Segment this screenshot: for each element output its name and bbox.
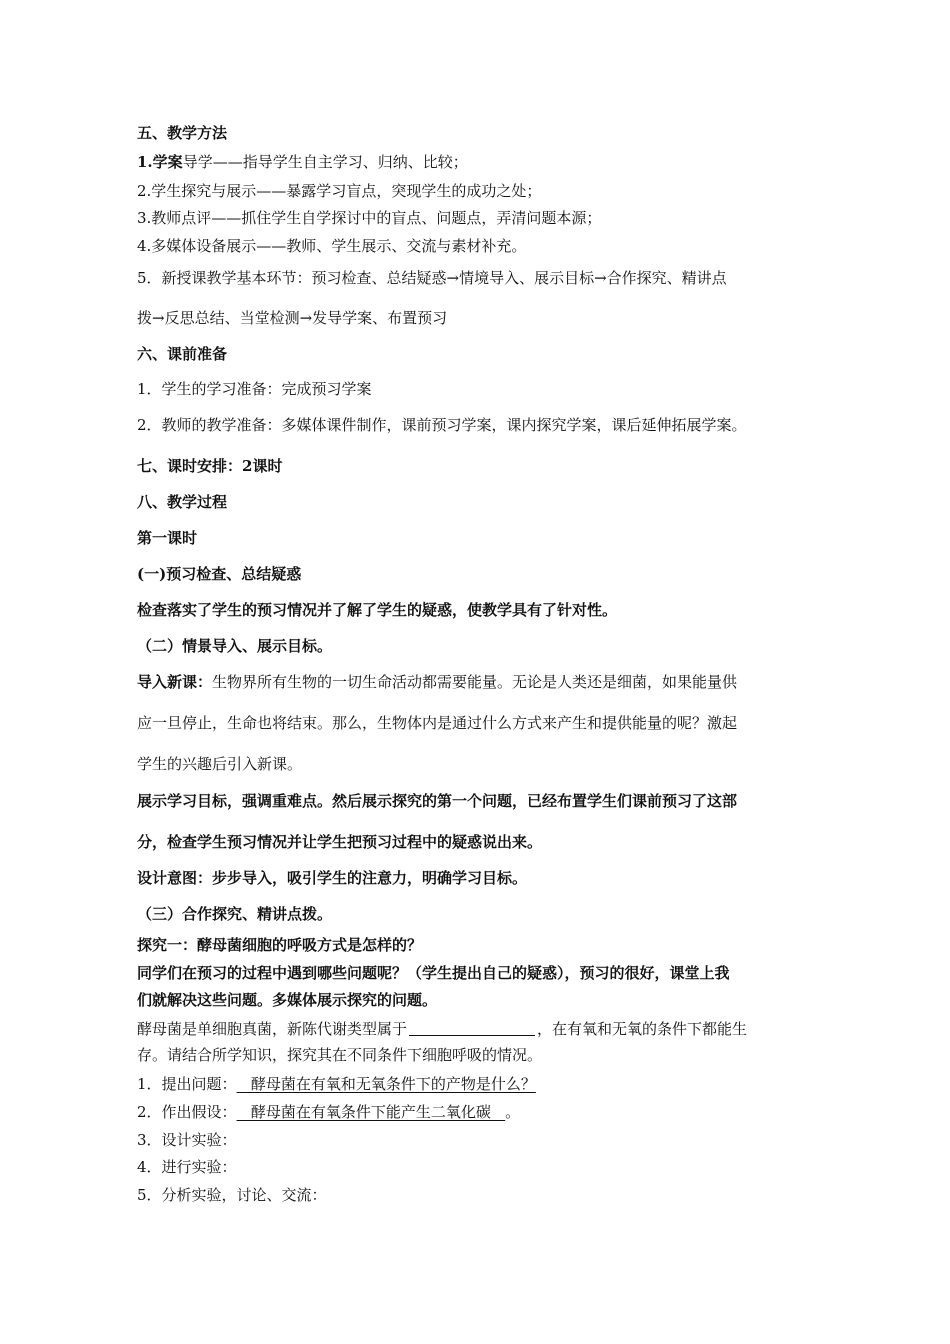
part3-title: （三）合作探究、精讲点拨。 bbox=[137, 905, 333, 923]
step-2-end: 。 bbox=[505, 1103, 521, 1121]
intro-label: 导入新课： bbox=[137, 673, 213, 691]
section8-heading: 八、教学过程 bbox=[137, 493, 228, 511]
question-line-2: 们就解决这些问题。多媒体展示探究的问题。 bbox=[137, 991, 438, 1009]
prep-item-1: 1．学生的学习准备：完成预习学案 bbox=[137, 380, 372, 398]
question-line-1: 同学们在预习的过程中遇到哪些问题呢？（学生提出自己的疑惑），预习的很好，课堂上我 bbox=[137, 964, 730, 982]
method-item-5-line2: 拨→反思总结、当堂检测→发导学案、布置预习 bbox=[137, 309, 448, 327]
method-item-5-line1: 5．新授课教学基本环节：预习检查、总结疑惑→情境导入、展示目标→合作探究、精讲点 bbox=[137, 269, 727, 287]
method-item-4: 4.多媒体设备展示——教师、学生展示、交流与素材补充。 bbox=[137, 237, 527, 255]
section6-heading: 六、课前准备 bbox=[137, 345, 228, 363]
intro-text-1: 生物界所有生物的一切生命活动都需要能量。无论是人类还是细菌，如果能量供 bbox=[212, 673, 738, 691]
method-item-1-prefix: 1. bbox=[137, 153, 153, 171]
method-item-1-bold: 学案 bbox=[152, 153, 183, 171]
step-1-answer: 酵母菌在有氧和无氧条件下的产物是什么？ bbox=[236, 1075, 536, 1093]
step-1-label: 1．提出问题： bbox=[137, 1075, 237, 1093]
step-2-answer: 酵母菌在有氧条件下能产生二氧化碳 bbox=[236, 1103, 506, 1121]
explore-one-title: 探究一：酵母菌细胞的呼吸方式是怎样的？ bbox=[137, 936, 423, 954]
yeast-line-1-a: 酵母菌是单细胞真菌，新陈代谢类型属于 bbox=[137, 1020, 408, 1038]
method-item-1-rest: 导学——指导学生自主学习、归纳、比较； bbox=[182, 153, 468, 171]
design-intent: 设计意图：步步导入，吸引学生的注意力，明确学习目标。 bbox=[137, 869, 528, 887]
step-4: 4．进行实验： bbox=[137, 1158, 237, 1176]
prep-item-2: 2．教师的教学准备：多媒体课件制作，课前预习学案，课内探究学案，课后延伸拓展学案。 bbox=[137, 416, 747, 434]
yeast-line-1-b: ，在有氧和无氧的条件下都能生 bbox=[537, 1020, 748, 1038]
yeast-line-2: 存。请结合所学知识，探究其在不同条件下细胞呼吸的情况。 bbox=[137, 1046, 543, 1064]
method-item-1 bbox=[137, 152, 468, 172]
step-2 bbox=[137, 1102, 520, 1122]
intro-line-2: 应一旦停止，生命也将结束。那么，生物体内是通过什么方式来产生和提供能量的呢？激起 bbox=[137, 714, 738, 732]
fill-blank bbox=[409, 1020, 535, 1036]
step-5: 5．分析实验，讨论、交流： bbox=[137, 1186, 327, 1204]
lesson-one-title: 第一课时 bbox=[137, 529, 198, 547]
intro-line-3: 学生的兴趣后引入新课。 bbox=[137, 755, 303, 773]
part2-title: （二）情景导入、展示目标。 bbox=[137, 637, 333, 655]
method-item-3: 3.教师点评——抓住学生自学探讨中的盲点、问题点，弄清问题本源； bbox=[137, 209, 602, 227]
method-item-2: 2.学生探究与展示——暴露学习盲点，突现学生的成功之处； bbox=[137, 182, 542, 200]
step-2-label: 2．作出假设： bbox=[137, 1103, 237, 1121]
intro-line-1 bbox=[137, 672, 737, 692]
goal-line-2: 分，检查学生预习情况并让学生把预习过程中的疑惑说出来。 bbox=[137, 833, 543, 851]
yeast-line-1 bbox=[137, 1019, 747, 1039]
step-3: 3．设计实验： bbox=[137, 1131, 237, 1149]
section5-heading: 五、教学方法 bbox=[137, 124, 228, 142]
section7-heading: 七、课时安排：2课时 bbox=[137, 457, 283, 475]
goal-line-1: 展示学习目标，强调重难点。然后展示探究的第一个问题，已经布置学生们课前预习了这部 bbox=[137, 792, 738, 810]
part1-title: (一)预习检查、总结疑惑 bbox=[137, 565, 302, 583]
part1-text: 检查落实了学生的预习情况并了解了学生的疑惑，使教学具有了针对性。 bbox=[137, 601, 618, 619]
step-1 bbox=[137, 1074, 536, 1094]
